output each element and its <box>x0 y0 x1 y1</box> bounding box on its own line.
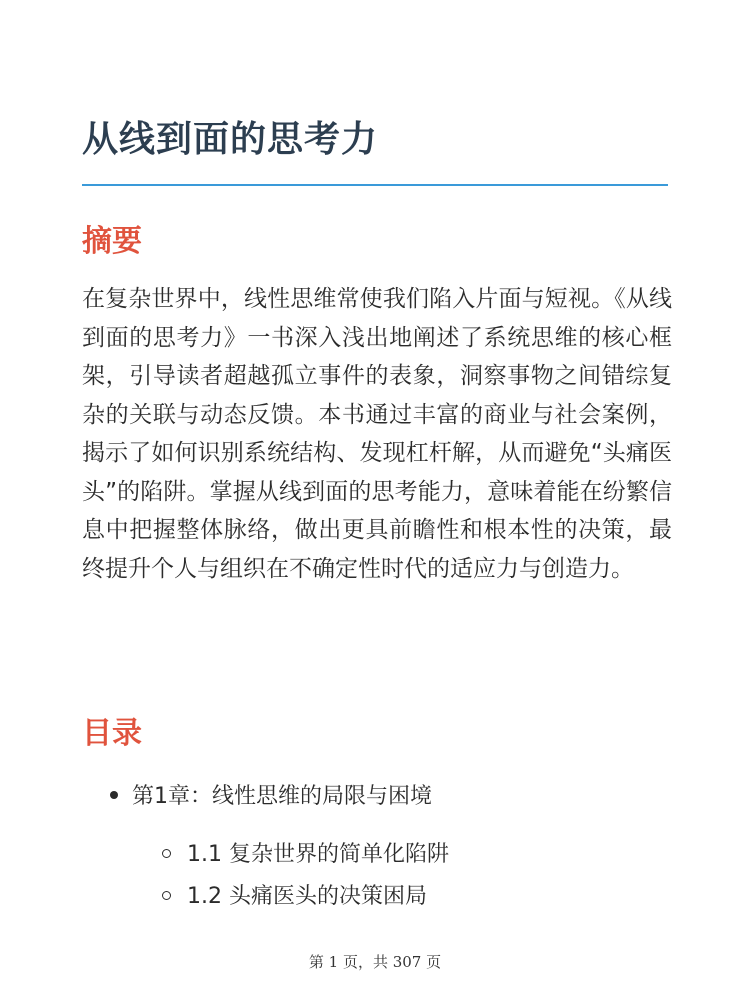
document-title: 从线到面的思考力 <box>82 119 379 160</box>
toc-section-item[interactable] <box>162 836 449 874</box>
toc-section-item[interactable] <box>162 878 427 916</box>
toc-section-label: 1.2 头痛医头的决策困局 <box>187 884 427 909</box>
toc-heading: 目录 <box>82 716 142 751</box>
bullet-circle-icon <box>162 891 171 900</box>
bullet-disc-icon <box>110 791 118 799</box>
page-number-footer: 第 1 页，共 307 页 <box>308 953 442 971</box>
abstract-paragraph: 在复杂世界中，线性思维常使我们陷入片面与短视。《从线到面的思考力》一书深入浅出地阐述了系统思维的核心框架，引导读者超越孤立事件的表象，洞察事物之间错综复杂的关联与动态反馈。本书通过丰富的商业与社会案例，揭示了如何识别系统结构、发现杠杆解，从而避免“头痛医头”的陷阱。掌握从线到面的思考能力，意味着能在纷繁信息中把握整体脉络，做出更具前瞻性和根本性的决策，最终提升个人与组织在不确定性时代的适应力与创造力。 <box>82 286 672 582</box>
toc-chapter-label: 第1章：线性思维的局限与困境 <box>132 784 432 809</box>
bullet-circle-icon <box>162 849 171 858</box>
abstract-heading: 摘要 <box>82 224 142 259</box>
toc-chapter-item[interactable] <box>110 778 432 816</box>
title-divider <box>82 184 668 186</box>
toc-section-label: 1.1 复杂世界的简单化陷阱 <box>187 842 449 867</box>
